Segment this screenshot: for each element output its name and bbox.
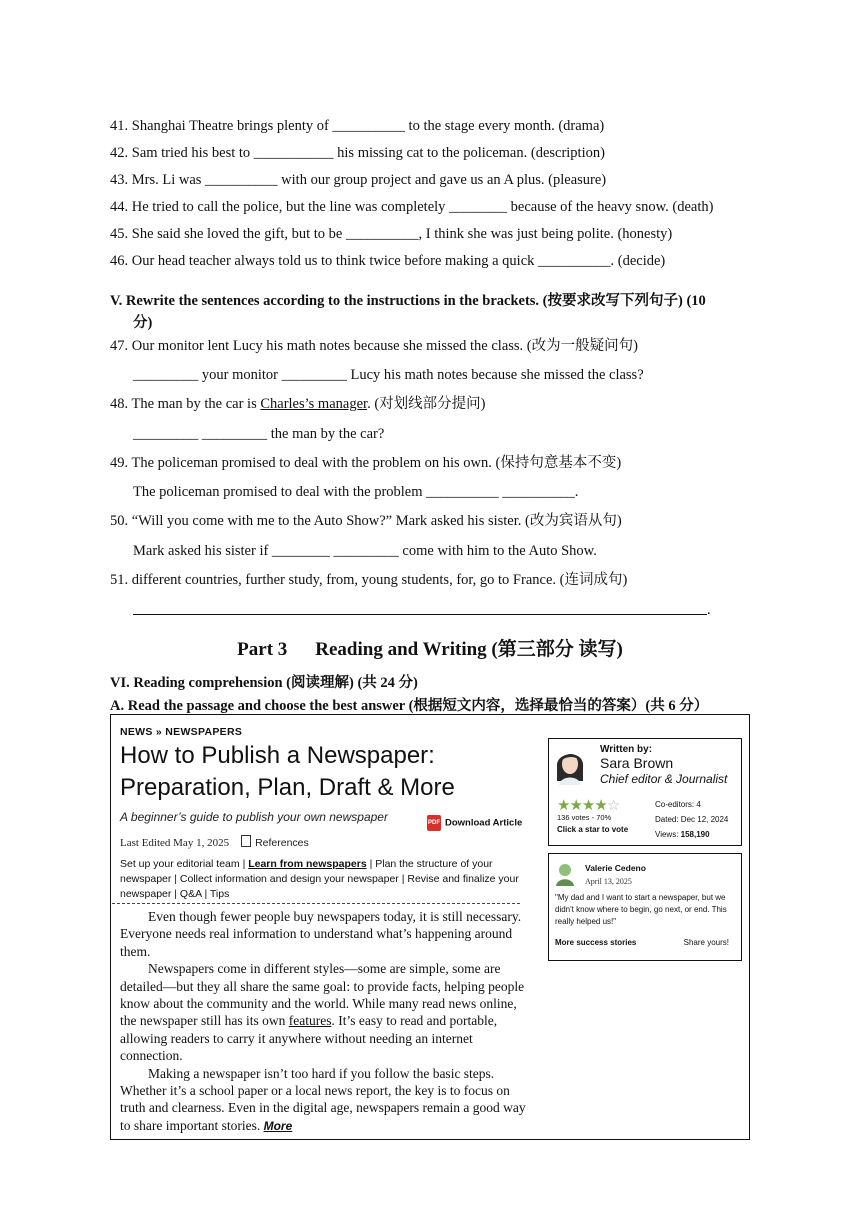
share-yours-link[interactable]: Share yours! <box>683 938 729 947</box>
views <box>655 827 728 842</box>
section-v-title: V. Rewrite the sentences according to the instructions in the brackets. (按要求改写下列句子) (10 <box>110 293 706 309</box>
star-icon[interactable]: ★ <box>557 797 570 814</box>
author-role: Chief editor & Journalist <box>600 772 728 786</box>
star-half-icon[interactable]: ★ <box>594 797 607 814</box>
paragraph-3-text: Making a newspaper isn’t too hard if you follow the basic steps. Whether it’s a school paper or a local news report, the key is to focus on truth and clearness. Even in the digital age, newspapers remain a good way to share important stories. <box>120 1065 526 1133</box>
author-avatar-icon <box>553 745 587 785</box>
article-passage <box>120 908 530 1135</box>
article-subtitle: A beginner’s guide to publish your own newspaper <box>120 810 388 824</box>
question-44: 44. He tried to call the police, but the line was completely ________ because of the heavy snow. (death) <box>110 199 714 215</box>
part3-heading <box>0 634 860 661</box>
question-47: 47. Our monitor lent Lucy his math notes because she missed the class. (改为一般疑问句) <box>110 338 638 354</box>
question-43: 43. Mrs. Li was __________ with our group project and gave us an A plus. (pleasure) <box>110 172 607 188</box>
review-card <box>548 853 742 961</box>
question-46: 46. Our head teacher always told us to think twice before making a quick __________. (decide) <box>110 253 666 269</box>
question-48-answer: _________ _________ the man by the car? <box>133 426 385 442</box>
question-49-answer: The policeman promised to deal with the problem __________ __________. <box>133 484 579 500</box>
link-learn-from-newspapers[interactable]: Learn from newspapers <box>248 858 367 870</box>
part3-title: Reading and Writing (第三部分 读写) <box>315 639 623 660</box>
review-text: "My dad and I want to start a newspaper, but we didn't know where to begin, go next, or end. This really helped us!" <box>555 893 727 926</box>
star-rating[interactable] <box>557 796 619 814</box>
section-links-part1[interactable]: Set up your editorial team | <box>120 858 249 870</box>
question-47-answer: _________ your monitor _________ Lucy his math notes because she missed the class? <box>133 367 644 383</box>
reviewer-avatar-icon <box>555 862 575 886</box>
question-50-answer: Mark asked his sister if ________ _________ come with him to the Auto Show. <box>133 543 597 559</box>
paragraph-3 <box>120 1065 530 1136</box>
article-section-links <box>120 857 540 902</box>
question-48-post: . (对划线部分提问) <box>367 396 486 412</box>
article-title <box>120 740 455 804</box>
more-success-stories-link[interactable]: More success stories <box>555 938 637 947</box>
answer-line-51-period: . <box>707 602 711 618</box>
document-icon <box>241 835 251 847</box>
article-title-line1: How to Publish a Newspaper: <box>120 742 435 769</box>
question-48-pre: 48. The man by the car is <box>110 396 261 412</box>
coeditors-count: Co-editors: 4 <box>655 800 701 809</box>
breadcrumb[interactable]: NEWS » NEWSPAPERS <box>120 726 243 738</box>
question-49: 49. The policeman promised to deal with the problem on his own. (保持句意基本不变) <box>110 455 622 471</box>
question-48-underlined: Charles’s manager <box>260 396 368 412</box>
views-label: Views: <box>655 830 681 839</box>
views-count: 158,190 <box>680 830 710 839</box>
author-name[interactable]: Sara Brown <box>600 755 674 771</box>
download-article-button[interactable] <box>427 815 522 831</box>
download-article-label: Download Article <box>445 817 523 829</box>
section-vi-title: VI. Reading comprehension (阅读理解) (共 24 分) <box>110 675 418 691</box>
review-date: April 13, 2025 <box>585 877 632 886</box>
written-by-label: Written by: <box>600 744 653 755</box>
question-50: 50. “Will you come with me to the Auto Show?” Mark asked his sister. (改为宾语从句) <box>110 513 622 529</box>
question-41: 41. Shanghai Theatre brings plenty of __________ to the stage every month. (drama) <box>110 118 605 134</box>
reviewer-name: Valerie Cedeno <box>585 863 646 873</box>
section-v-title-cont: 分) <box>133 315 153 331</box>
question-51: 51. different countries, further study, from, young students, for, go to France. (连词成句) <box>110 572 628 588</box>
article-title-line2: Preparation, Plan, Draft & More <box>120 774 455 801</box>
answer-line-51 <box>133 614 707 615</box>
star-icon[interactable]: ★ <box>581 797 595 814</box>
star-empty-icon[interactable]: ☆ <box>606 797 620 814</box>
part3-label: Part 3 <box>237 639 288 660</box>
star-icon[interactable]: ★ <box>569 797 582 814</box>
click-to-vote: Click a star to vote <box>557 825 629 834</box>
paragraph-2-a: Newspapers come in different styles—some are simple, some are detailed—but they all share the same goal: to provide facts, helping people know about the community and the world. While many read news online, the newspaper still has its own <box>120 961 525 1029</box>
paragraph-2-b: . It’s easy to read and portable, allowing readers to carry it anywhere without needing an internet connection. <box>120 1013 498 1064</box>
question-42: 42. Sam tried his best to ___________ his missing cat to the policeman. (description) <box>110 145 605 161</box>
features-link[interactable]: features <box>288 1013 332 1029</box>
question-45: 45. She said she loved the gift, but to be __________, I think she was just being polite. (honesty) <box>110 226 673 242</box>
vote-count: 136 votes - 70% <box>557 813 612 822</box>
question-48 <box>110 395 485 413</box>
section-links-part2[interactable]: | Plan the structure of your newspaper | Collect information and design your newspaper | Revise and finalize your newspaper | Q&A | Tips <box>120 858 519 900</box>
author-card <box>548 738 742 846</box>
dated: Dated: Dec 12, 2024 <box>655 815 729 824</box>
article-stats <box>655 797 728 842</box>
more-link[interactable]: More <box>263 1118 293 1133</box>
references-link[interactable]: References <box>255 837 309 849</box>
paragraph-2 <box>120 960 530 1064</box>
paragraph-1: Even though fewer people buy newspapers today, it is still necessary. Everyone needs real information to understand what’s happening around them. <box>120 909 522 959</box>
section-vi-subtitle: A. Read the passage and choose the best answer (根据短文内容，选择最恰当的答案）(共 6 分） <box>110 698 709 714</box>
last-edited: Last Edited May 1, 2025 <box>120 837 230 849</box>
dashed-divider <box>112 903 520 904</box>
pdf-icon: PDF <box>427 815 441 831</box>
article-meta <box>120 835 309 849</box>
